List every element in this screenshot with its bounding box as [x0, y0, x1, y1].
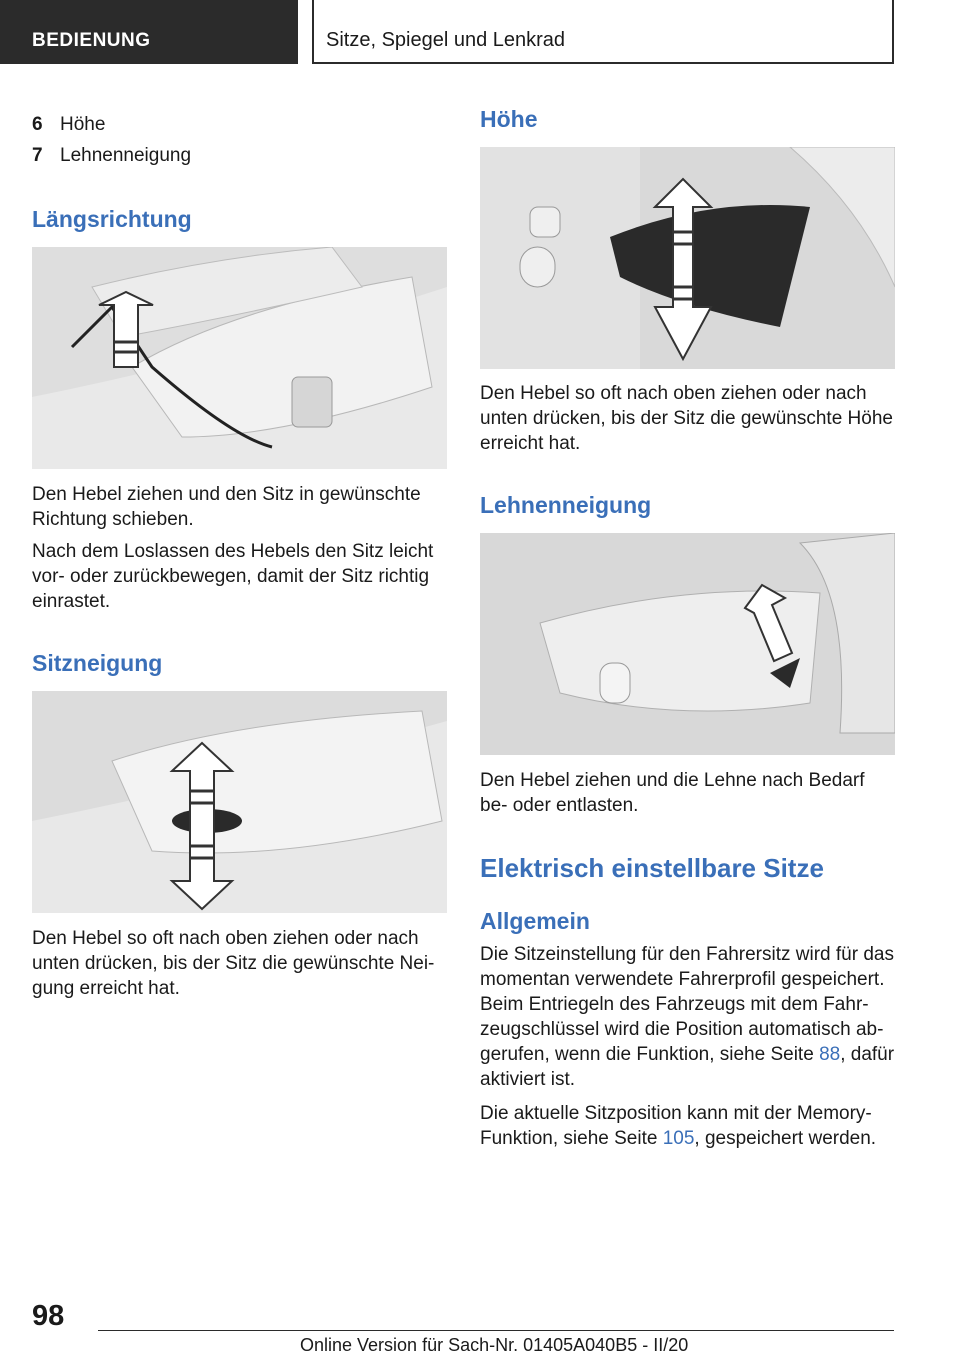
- heading-elektrisch: Elektrisch einstellbare Sitze: [480, 853, 824, 883]
- paragraph-laengs-2: Nach dem Loslassen des Hebels den Sitz leicht vor- oder zurückbewegen, damit der Sitz richtig einrastet.: [32, 541, 434, 612]
- footer-divider: [98, 1330, 894, 1331]
- heading-laengsrichtung: Längsrichtung: [32, 206, 192, 232]
- text-run: Die aktuelle Sitzposition kann mit der Memory-Funktion, siehe Seite: [480, 1103, 872, 1149]
- page-number: 98: [32, 1300, 65, 1332]
- seat-fore-aft-illustration: [32, 247, 447, 469]
- text-run: , gespeichert werden.: [694, 1128, 877, 1149]
- legend-number: 7: [32, 145, 43, 166]
- legend-item-6: [32, 114, 105, 136]
- backrest-tilt-illustration: [480, 533, 895, 755]
- paragraph-neig-1: Den Hebel so oft nach oben ziehen oder nach unten drücken, bis der Sitz die gewünschte Nei-gung erreicht hat.: [32, 928, 435, 999]
- text-run: Die Sitzeinstellung für den Fahrersitz wird für das momentan verwendete Fahrerprofil gespeichert. Beim Entriegeln des Fahrzeugs mit dem Fahr-zeugschlüssel wird die Position automatisch ab-gerufen, wenn die Funktion, siehe Seite: [480, 944, 894, 1065]
- heading-lehnenneigung: Lehnenneigung: [480, 492, 652, 518]
- heading-hoehe: Höhe: [480, 106, 538, 132]
- seat-tilt-illustration: [32, 691, 447, 913]
- paragraph-allgemein-2: [480, 1101, 896, 1151]
- paragraph-laengs-1: Den Hebel ziehen und den Sitz in gewünschte Richtung schieben.: [32, 484, 421, 530]
- paragraph-lehne-1: Den Hebel ziehen und die Lehne nach Bedarf be- oder entlasten.: [480, 770, 865, 816]
- page-link-105[interactable]: 105: [662, 1128, 695, 1149]
- section-title: BEDIENUNG: [32, 30, 151, 51]
- seat-height-illustration: [480, 147, 895, 369]
- header-chapter-box: [312, 0, 894, 64]
- heading-sitzneigung: Sitzneigung: [32, 650, 163, 676]
- legend-item-7: [32, 145, 191, 167]
- paragraph-allgemein-1: [480, 942, 896, 1092]
- page-link-88[interactable]: 88: [819, 1044, 841, 1065]
- legend-label: Höhe: [60, 114, 106, 135]
- footer-text: Online Version für Sach-Nr. 01405A040B5 - II/20: [300, 1335, 689, 1355]
- chapter-title: Sitze, Spiegel und Lenkrad: [326, 29, 566, 51]
- text-run: , dafür aktiviert ist.: [480, 1044, 895, 1090]
- legend-number: 6: [32, 114, 43, 135]
- paragraph-hoehe-1: Den Hebel so oft nach oben ziehen oder nach unten drücken, bis der Sitz die gewünschte Höhe erreicht hat.: [480, 383, 893, 454]
- heading-allgemein: Allgemein: [480, 908, 590, 934]
- legend-label: Lehnenneigung: [60, 145, 192, 166]
- header-section-tab: [0, 0, 298, 64]
